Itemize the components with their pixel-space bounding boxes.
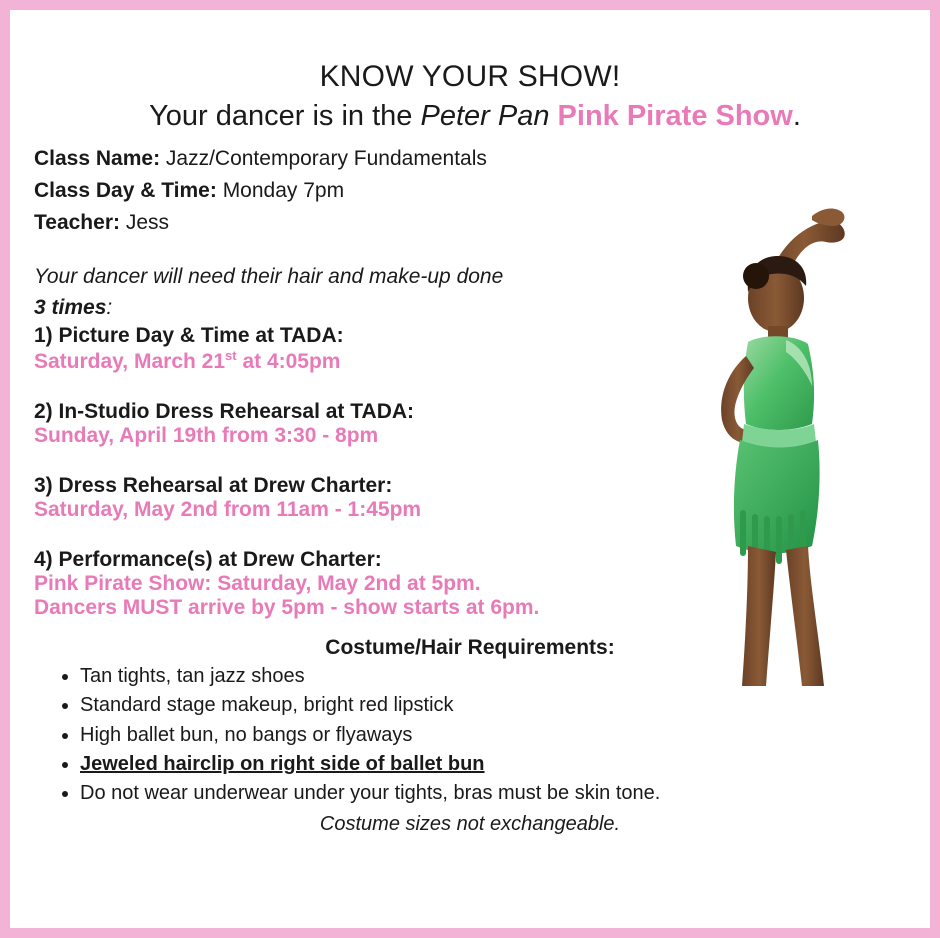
gap-3 xyxy=(34,522,906,548)
note-suffix: : xyxy=(106,296,113,320)
class-name-line xyxy=(34,143,906,175)
subtitle xyxy=(34,100,906,133)
item-3-date: Saturday, May 2nd from 11am - 1:45pm xyxy=(34,497,422,521)
item-4-heading: 4) Performance(s) at Drew Charter: xyxy=(34,547,382,571)
item-1-date-pre: Saturday, March 21 xyxy=(34,349,226,373)
list-item-emphasized: • Jeweled hairclip on right side of ballet bun xyxy=(80,751,906,777)
item-1-date-sup: st xyxy=(225,347,237,363)
teacher-label: Teacher: xyxy=(34,210,120,234)
subtitle-italic: Peter Pan xyxy=(420,100,550,132)
item-1-date xyxy=(34,348,906,374)
teacher-line xyxy=(34,207,906,239)
teacher-value: Jess xyxy=(119,210,169,234)
note-prefix: Your dancer will need their hair and make-up done xyxy=(34,264,504,288)
list-item: • High ballet bun, no bangs or flyaways xyxy=(80,722,906,748)
note-bold: 3 times xyxy=(34,296,107,320)
item-2-date: Sunday, April 19th from 3:30 - 8pm xyxy=(34,423,379,447)
flyer-inner xyxy=(10,10,930,928)
item-4-date: Pink Pirate Show: Saturday, May 2nd at 5pm. xyxy=(34,571,481,595)
item-2-heading: 2) In-Studio Dress Rehearsal at TADA: xyxy=(34,399,415,423)
item-1-heading: 1) Picture Day & Time at TADA: xyxy=(34,323,344,347)
requirements-list xyxy=(34,663,906,807)
page-title: KNOW YOUR SHOW! xyxy=(319,60,621,93)
class-day-label: Class Day & Time: xyxy=(34,178,217,202)
item-1-date-post: at 4:05pm xyxy=(236,349,341,373)
list-item: • Do not wear underwear under your tights, bras must be skin tone. xyxy=(80,780,906,806)
gap-1 xyxy=(34,374,906,400)
subtitle-period: . xyxy=(792,100,801,132)
list-item: • Tan tights, tan jazz shoes xyxy=(80,663,906,689)
requirements-title: Costume/Hair Requirements: xyxy=(325,635,615,659)
class-day-value: Monday 7pm xyxy=(216,178,345,202)
item-4-date-2: Dancers MUST arrive by 5pm - show starts at 6pm. xyxy=(34,595,540,619)
hair-makeup-note xyxy=(34,261,504,324)
class-name-label: Class Name: xyxy=(34,147,161,170)
class-day-line xyxy=(34,175,906,207)
spacer xyxy=(34,239,906,261)
class-name-value: Jazz/Contemporary Fundamentals xyxy=(160,147,487,170)
list-item: • Standard stage makeup, bright red lipstick xyxy=(80,692,906,718)
subtitle-show: Pink Pirate Show xyxy=(549,100,793,132)
footnote: Costume sizes not exchangeable. xyxy=(319,812,621,835)
flyer-content xyxy=(10,10,930,836)
gap-2 xyxy=(34,448,906,474)
subtitle-prefix: Your dancer is in the xyxy=(149,100,421,132)
item-3-heading: 3) Dress Rehearsal at Drew Charter: xyxy=(34,473,393,497)
